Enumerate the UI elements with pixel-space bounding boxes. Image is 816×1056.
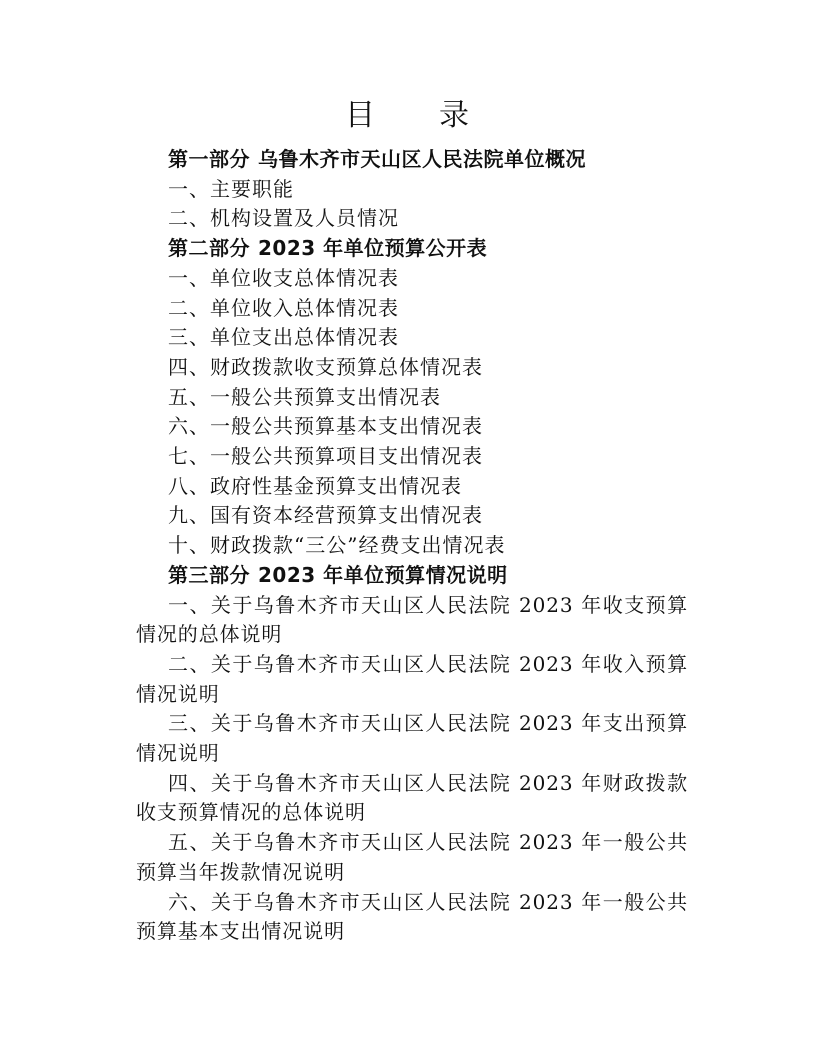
toc-item[interactable]: 三、单位支出总体情况表 xyxy=(168,325,399,350)
toc-item[interactable]: 九、国有资本经营预算支出情况表 xyxy=(168,503,483,528)
title-char-2: 录 xyxy=(439,98,471,133)
toc-paragraph-item[interactable]: 三、关于乌鲁木齐市天山区人民法院 2023 年支出预算情况说明 xyxy=(136,711,688,766)
toc-part-1-heading[interactable] xyxy=(136,145,688,175)
toc-item[interactable]: 一、单位收支总体情况表 xyxy=(168,265,399,290)
table-of-contents xyxy=(136,145,688,947)
toc-item[interactable]: 八、政府性基金预算支出情况表 xyxy=(168,473,462,498)
toc-item[interactable]: 六、一般公共预算基本支出情况表 xyxy=(168,414,483,439)
toc-item[interactable]: 一、主要职能 xyxy=(168,176,294,201)
toc-part-title: 乌鲁木齐市天山区人民法院单位概况 xyxy=(258,147,586,171)
toc-item[interactable]: 七、一般公共预算项目支出情况表 xyxy=(168,444,483,469)
toc-item[interactable]: 四、财政拨款收支预算总体情况表 xyxy=(168,354,483,379)
toc-item[interactable]: 二、单位收入总体情况表 xyxy=(168,295,399,320)
toc-part-label: 第二部分 xyxy=(168,236,250,261)
toc-paragraph-item[interactable]: 五、关于乌鲁木齐市天山区人民法院 2023 年一般公共预算当年拨款情况说明 xyxy=(136,830,688,884)
toc-paragraph-item[interactable]: 四、关于乌鲁木齐市天山区人民法院 2023 年财政拨款收支预算情况的总体说明 xyxy=(136,770,688,825)
toc-part-title: 2023 年单位预算情况说明 xyxy=(258,562,508,587)
toc-part-label: 第一部分 xyxy=(168,147,250,171)
toc-part-3-heading[interactable] xyxy=(136,561,688,591)
page-title xyxy=(0,96,816,136)
toc-item[interactable]: 十、财政拨款“三公”经费支出情况表 xyxy=(168,533,506,558)
toc-paragraph-item[interactable]: 二、关于乌鲁木齐市天山区人民法院 2023 年收入预算情况说明 xyxy=(136,651,688,706)
toc-paragraph-item[interactable]: 一、关于乌鲁木齐市天山区人民法院 2023 年收支预算情况的总体说明 xyxy=(136,592,688,647)
toc-part-2-heading[interactable] xyxy=(136,234,688,264)
toc-item[interactable]: 二、机构设置及人员情况 xyxy=(168,206,399,231)
toc-paragraph-item[interactable]: 六、关于乌鲁木齐市天山区人民法院 2023 年一般公共预算基本支出情况说明 xyxy=(136,889,688,944)
toc-item[interactable]: 五、一般公共预算支出情况表 xyxy=(168,384,441,409)
toc-part-label: 第三部分 xyxy=(168,562,250,587)
toc-part-title: 2023 年单位预算公开表 xyxy=(258,236,488,261)
title-char-1: 目 xyxy=(345,98,377,133)
